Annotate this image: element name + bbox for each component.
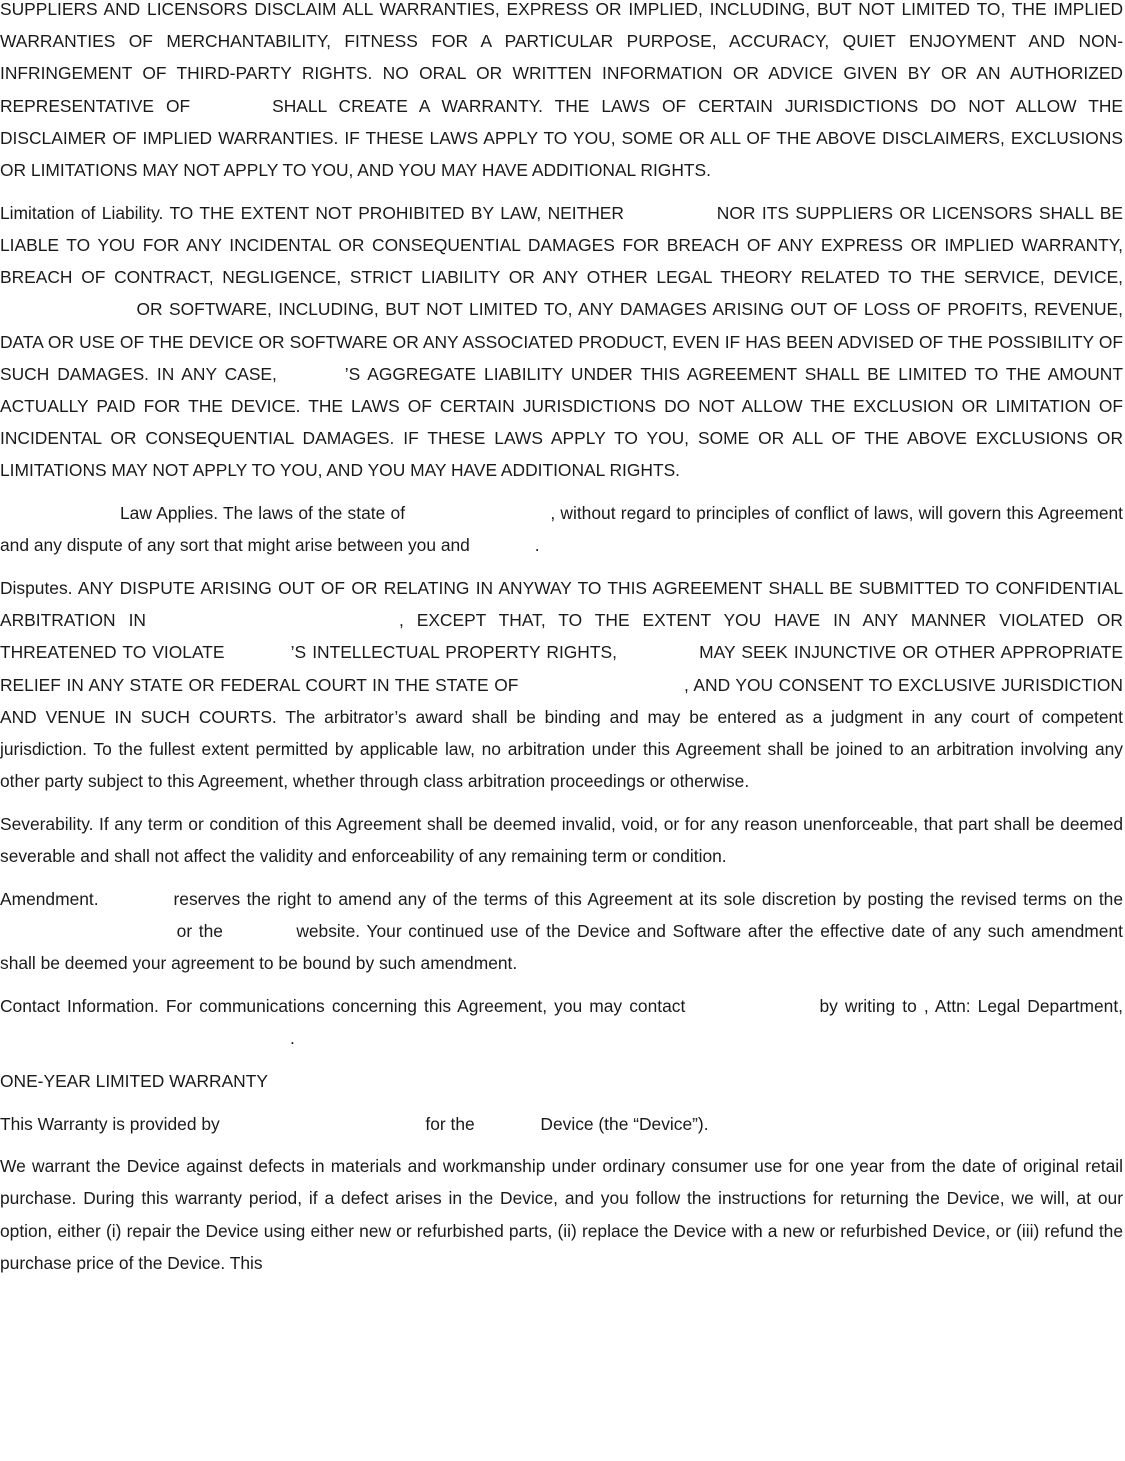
redacted-blank (480, 1129, 536, 1130)
liability-text-2: NOR ITS SUPPLIERS OR LICENSORS SHALL BE LIABLE TO YOU FOR ANY INCIDENTAL OR CONSEQUENTIAL DAMAGES FOR BREACH OF ANY EXPRESS OR IMPLIED WARRANTY, BREACH OF CONTRACT, NEGLIGENCE, STRICT LIABILITY OR ANY OTHER LEGAL THEORY RELATED TO THE SERVICE, DEVICE, (0, 202, 1123, 288)
disclaimer-text-2: SHALL CREATE A WARRANTY. THE LAWS OF CERTAIN JURISDICTIONS DO NOT ALLOW THE DISCLAIMER OF IMPLIED WARRANTIES. IF THESE LAWS APPLY TO YOU, SOME OR ALL OF THE ABOVE DISCLAIMERS, EXCLUSIONS OR LIMITATIONS MAY NOT APPLY TO YOU, AND YOU MAY HAVE ADDITIONAL RIGHTS. (0, 95, 1123, 181)
warranty-provider-paragraph (0, 1108, 1123, 1140)
disputes-text-3: ’S INTELLECTUAL PROPERTY RIGHTS, (290, 642, 617, 663)
severability-paragraph (0, 808, 1123, 872)
disputes-text-1: Disputes. ANY DISPUTE ARISING OUT OF OR RELATING IN ANYWAY TO THIS AGREEMENT SHALL BE SUBMITTED TO CONFIDENTIAL ARBITRATION IN (0, 577, 1123, 631)
warranty-terms-text: We warrant the Device against defects in materials and workmanship under ordinary consumer use for one year from the date of original retail purchase. During this warranty period, if a defect arises in the Device, and you follow the instructions for returning the Device, we will, at our option, either (i) repair the Device using either new or refurbished parts, (ii) replace the Device with a new or refurbished Device, or (iii) refund the purchase price of the Device. This (0, 1156, 1123, 1273)
disputes-text-4: MAY SEEK INJUNCTIVE OR OTHER APPROPRIATE RELIEF IN ANY STATE OR FEDERAL COURT IN THE STATE OF (0, 642, 1124, 695)
law-text-3: . (534, 535, 540, 556)
redacted-blank (105, 904, 167, 905)
disputes-text-2: , EXCEPT THAT, TO THE EXTENT YOU HAVE IN ANY MANNER VIOLATED OR THREATENED TO VIOLATE (0, 610, 1123, 663)
redacted-blank (0, 518, 120, 519)
warranty-terms-paragraph (0, 1150, 1123, 1279)
redacted-blank (475, 550, 535, 551)
provider-text-2: for the (425, 1113, 475, 1134)
amendment-paragraph (0, 883, 1123, 980)
limitation-of-liability-paragraph (0, 197, 1123, 487)
redacted-blank (285, 379, 345, 380)
amendment-text-3: or the (176, 920, 223, 941)
redacted-blank (202, 111, 260, 112)
amendment-text-2: reserves the right to amend any of the terms of this Agreement at its sole discretion by posting the revised terms on the (173, 888, 1123, 909)
disputes-text-5: , AND YOU CONSENT TO EXCLUSIVE JURISDICTION AND VENUE IN SUCH COURTS. The arbitrator’s award shall be binding and may be entered as a judgment in any court of competent jurisdiction. To the fullest extent permitted by applicable law, no arbitration under this Agreement shall be joined to an arbitration involving any other party subject to this Agreement, whether through class arbitration proceedings or otherwise. (0, 674, 1123, 792)
redacted-blank (410, 518, 550, 519)
warranty-heading-text: ONE-YEAR LIMITED WARRANTY (0, 1070, 268, 1091)
contact-information-paragraph (0, 990, 1123, 1054)
disclaimer-text-1: SUPPLIERS AND LICENSORS DISCLAIM ALL WARRANTIES, EXPRESS OR IMPLIED, INCLUDING, BUT NOT LIMITED TO, THE IMPLIED WARRANTIES OF MERCHANTABILITY, FITNESS FOR A PARTICULAR PURPOSE, ACCURACY, QUIET ENJOYMENT AND NON-INFRINGEMENT OF THIRD-PARTY RIGHTS. NO ORAL OR WRITTEN INFORMATION OR ADVICE GIVEN BY OR AN AUTHORIZED REPRESENTATIVE OF (0, 0, 1123, 116)
liability-text-4: ’S AGGREGATE LIABILITY UNDER THIS AGREEMENT SHALL BE LIMITED TO THE AMOUNT ACTUALLY PAID FOR THE DEVICE. THE LAWS OF CERTAIN JURISDICTIONS DO NOT ALLOW THE EXCLUSION OR LIMITATION OF INCIDENTAL OR CONSEQUENTIAL DAMAGES. IF THESE LAWS APPLY TO YOU, SOME OR ALL OF THE ABOVE EXCLUSIONS OR LIMITATIONS MAY NOT APPLY TO YOU, AND YOU MAY HAVE ADDITIONAL RIGHTS. (0, 363, 1123, 481)
governing-law-paragraph (0, 497, 1123, 561)
severability-text: Severability. If any term or condition of this Agreement shall be deemed invalid, void, or for any reason unenforceable, that part shall be deemed severable and shall not affect the validity and enforceability of any remaining term or condition. (0, 813, 1123, 867)
liability-text-3: OR SOFTWARE, INCLUDING, BUT NOT LIMITED TO, ANY DAMAGES ARISING OUT OF LOSS OF PROFITS, REVENUE, DATA OR USE OF THE DEVICE OR SOFTWARE OR ANY ASSOCIATED PRODUCT, EVEN IF HAS BEEN ADVISED OF THE POSSIBILITY OF SUCH DAMAGES. IN ANY CASE, (0, 299, 1123, 384)
redacted-blank (630, 218, 710, 219)
redacted-blank (623, 657, 693, 658)
redacted-blank (230, 936, 290, 937)
provider-text-1: This Warranty is provided by (0, 1113, 220, 1134)
redacted-blank (159, 625, 399, 626)
redacted-blank (524, 690, 684, 691)
amendment-text-4: website. Your continued use of the Device and Software after the effective date of any such amendment shall be deemed your agreement to be bound by such amendment. (0, 920, 1123, 974)
liability-text-1: Limitation of Liability. TO THE EXTENT NOT PROHIBITED BY LAW, NEITHER (0, 202, 624, 223)
contact-text-2: by writing to (819, 995, 917, 1016)
warranty-heading (0, 1065, 1123, 1097)
redacted-blank (231, 657, 291, 658)
law-text-2: , without regard to principles of conflict of laws, will govern this Agreement and any dispute of any sort that might arise between you and (0, 503, 1123, 556)
redacted-blank (692, 1011, 812, 1012)
law-text-1: Law Applies. The laws of the state of (120, 503, 406, 524)
provider-text-3: Device (the “Device”). (540, 1113, 709, 1134)
contact-text-3: , Attn: Legal Department, (923, 995, 1123, 1016)
warranty-disclaimer-paragraph (0, 0, 1123, 186)
contact-text-4: . (290, 1028, 295, 1049)
disputes-paragraph (0, 572, 1123, 797)
redacted-blank (0, 936, 170, 937)
redacted-blank (225, 1129, 421, 1130)
redacted-blank (0, 314, 130, 315)
contact-text-1: Contact Information. For communications concerning this Agreement, you may contact (0, 995, 686, 1016)
redacted-blank (0, 1043, 290, 1044)
amendment-text-1: Amendment. (0, 888, 99, 909)
